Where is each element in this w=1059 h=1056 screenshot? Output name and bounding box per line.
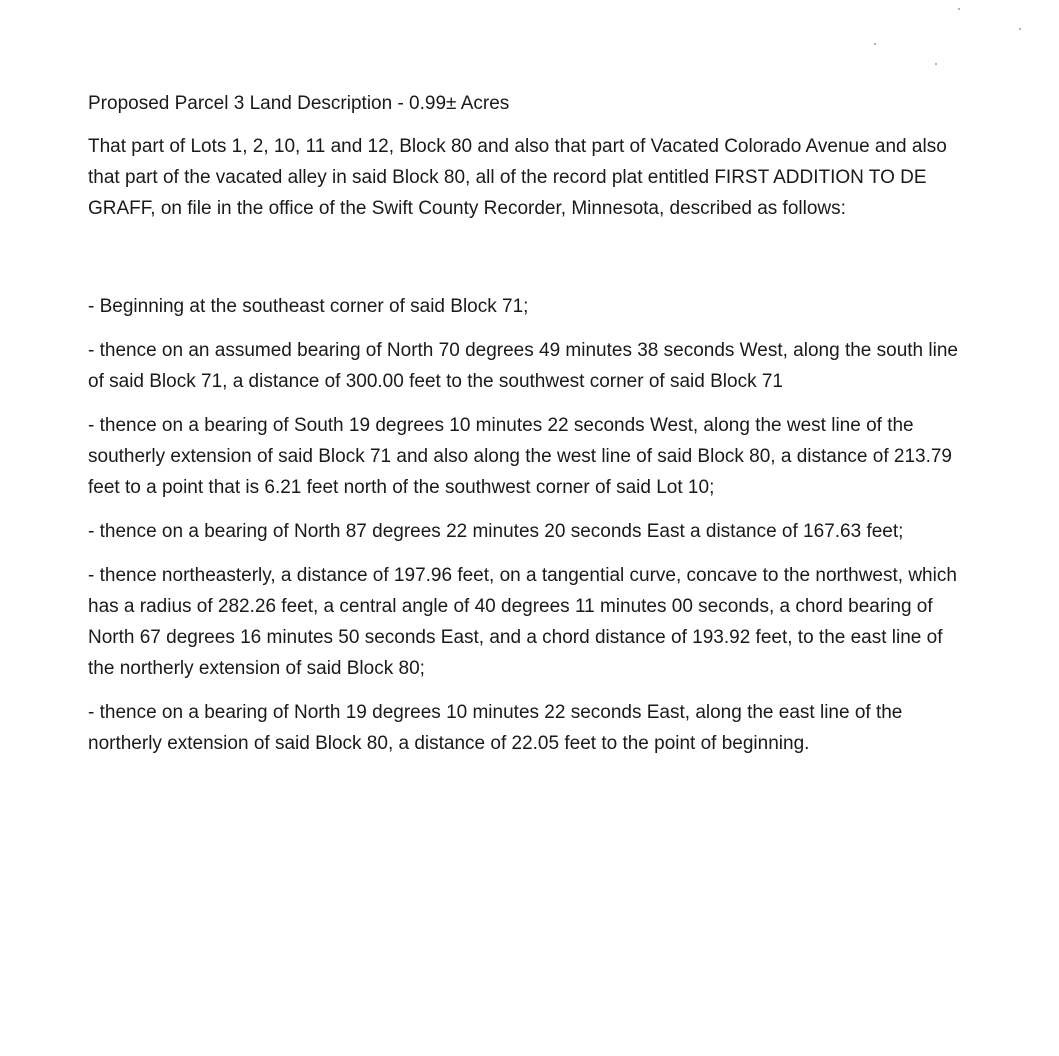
course-paragraph: - thence on a bearing of South 19 degrees 10 minutes 22 seconds West, along the west line of the southerly extension of said Block 71 and also along the west line of said Block 80, a distance of 213.79 feet to a point that is 6.21 feet north of the southwest corner of said Lot 10; xyxy=(88,415,952,498)
courses-list xyxy=(88,291,968,759)
course-paragraph: - thence northeasterly, a distance of 197.96 feet, on a tangential curve, concave to the northwest, which has a radius of 282.26 feet, a central angle of 40 degrees 11 minutes 00 seconds, a chord bearing of North 67 degrees 16 minutes 50 seconds East, and a chord distance of 193.92 feet, to the east line of the northerly extension of said Block 80; xyxy=(88,565,957,679)
scan-speck xyxy=(1019,28,1021,30)
land-description xyxy=(88,90,968,772)
document-title: Proposed Parcel 3 Land Description - 0.99± Acres xyxy=(88,93,510,114)
course-paragraph: - thence on a bearing of North 19 degrees 10 minutes 22 seconds East, along the east line of the northerly extension of said Block 80, a distance of 22.05 feet to the point of beginning. xyxy=(88,702,903,754)
course-paragraph: - thence on a bearing of North 87 degrees 22 minutes 20 seconds East a distance of 167.63 feet; xyxy=(88,521,904,542)
scan-speck xyxy=(958,8,960,10)
course-paragraph: - Beginning at the southeast corner of said Block 71; xyxy=(88,296,529,317)
scan-speck xyxy=(874,43,876,45)
scan-speck xyxy=(935,63,937,65)
intro-paragraph: That part of Lots 1, 2, 10, 11 and 12, Block 80 and also that part of Vacated Colorado Avenue and also that part of the vacated alley in said Block 80, all of the record plat entitled FIRST ADDITION TO DE GRAFF, on file in the office of the Swift County Recorder, Minnesota, described as follows: xyxy=(88,136,947,219)
course-paragraph: - thence on an assumed bearing of North 70 degrees 49 minutes 38 seconds West, along the south line of said Block 71, a distance of 300.00 feet to the southwest corner of said Block 71 xyxy=(88,340,958,392)
